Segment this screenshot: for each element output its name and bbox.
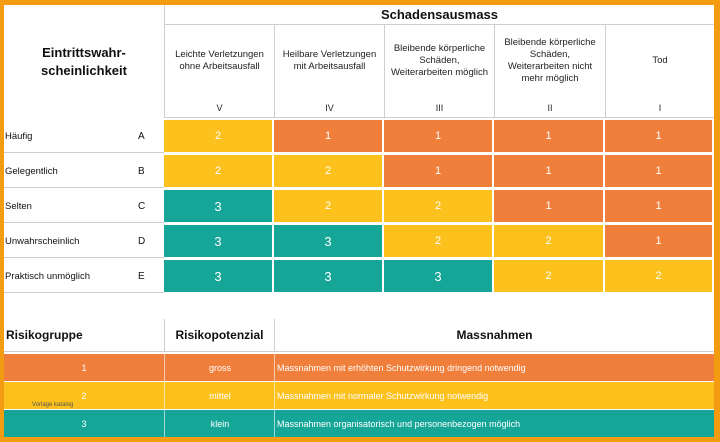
column-header-label: Bleibende körperliche Schäden, Weiterarbeiten nicht mehr möglich <box>504 37 596 84</box>
legend-row <box>4 410 714 437</box>
matrix-cell: 1 <box>605 155 714 189</box>
probability-header-text: Eintrittswahr-scheinlichkeit <box>41 44 127 78</box>
column-header-label: Bleibende körperliche Schäden, Weiterarbeiten möglich <box>391 43 488 78</box>
row-label-text: Häufig <box>5 131 33 142</box>
column-header-iv <box>274 25 384 118</box>
matrix-cell: 1 <box>494 190 605 224</box>
row-label-letter: C <box>138 201 146 212</box>
matrix-cell: 1 <box>605 225 714 259</box>
severity-header: Schadensausmass <box>164 5 714 25</box>
legend-group: 3 <box>81 418 87 429</box>
legend-row <box>4 354 714 381</box>
legend-header-potential: Risikopotenzial <box>164 319 274 352</box>
matrix-cell: 2 <box>605 260 714 294</box>
row-label-letter: A <box>138 131 145 142</box>
row-label-text: Gelegentlich <box>5 166 58 177</box>
row-label-letter: E <box>138 271 145 282</box>
column-header-i <box>605 25 714 118</box>
column-header-roman: IV <box>325 103 334 113</box>
row-label-e <box>4 260 164 293</box>
column-header-iii <box>384 25 494 118</box>
column-header-roman: I <box>658 103 662 113</box>
matrix-cell: 2 <box>384 190 494 224</box>
matrix-cell: 2 <box>384 225 494 259</box>
row-label-b <box>4 155 164 188</box>
legend-potential: klein <box>164 410 275 437</box>
column-header-label: Tod <box>652 55 668 66</box>
column-header-roman: V <box>216 103 223 113</box>
matrix-cell: 3 <box>164 190 274 224</box>
matrix-cell: 1 <box>384 120 494 154</box>
column-header-label: Leichte Verletzungen ohne Arbeitsausfall <box>175 49 264 72</box>
row-label-text: Selten <box>5 201 32 212</box>
row-label-letter: D <box>138 236 146 247</box>
row-label-a <box>4 120 164 153</box>
matrix-cell: 3 <box>274 225 384 259</box>
row-label-c <box>4 190 164 223</box>
legend-group: 1 <box>81 362 87 373</box>
probability-header <box>4 5 164 118</box>
row-label-d <box>4 225 164 258</box>
row-label-text: Unwahrscheinlich <box>5 236 80 247</box>
risk-matrix-document <box>4 5 714 437</box>
matrix-cell: 1 <box>605 120 714 154</box>
legend-header-measures: Massnahmen <box>274 319 714 352</box>
matrix-cell: 3 <box>384 260 494 294</box>
legend-measures: Massnahmen organisatorisch und personenbezogen möglich <box>274 410 714 437</box>
column-header-roman: III <box>435 103 444 113</box>
matrix-cell: 2 <box>164 120 274 154</box>
matrix-cell: 1 <box>384 155 494 189</box>
column-header-ii <box>494 25 605 118</box>
watermark: Vorlage katalog <box>32 402 74 408</box>
matrix-cell: 2 <box>274 190 384 224</box>
matrix-cell: 1 <box>274 120 384 154</box>
column-header-roman: II <box>547 103 553 113</box>
matrix-cell: 2 <box>274 155 384 189</box>
matrix-cell: 2 <box>494 225 605 259</box>
legend-measures: Massnahmen mit erhöhten Schutzwirkung dringend notwendig <box>274 354 714 381</box>
matrix-cell: 3 <box>164 225 274 259</box>
row-label-text: Praktisch unmöglich <box>5 271 91 282</box>
legend-group: 2 <box>81 390 87 401</box>
column-header-label: Heilbare Verletzungen mit Arbeitsausfall <box>282 49 377 72</box>
matrix-cell: 1 <box>494 155 605 189</box>
matrix-cell: 3 <box>274 260 384 294</box>
legend-potential: mittel <box>164 382 275 409</box>
matrix-cell: 2 <box>494 260 605 294</box>
column-header-v <box>164 25 274 118</box>
matrix-cell: 1 <box>605 190 714 224</box>
legend-row <box>4 382 714 409</box>
legend-potential: gross <box>164 354 275 381</box>
legend-measures: Massnahmen mit normaler Schutzwirkung notwendig <box>274 382 714 409</box>
legend-header-group: Risikogruppe <box>4 319 164 352</box>
matrix-cell: 2 <box>164 155 274 189</box>
matrix-cell: 3 <box>164 260 274 294</box>
matrix-cell: 1 <box>494 120 605 154</box>
row-label-letter: B <box>138 166 145 177</box>
